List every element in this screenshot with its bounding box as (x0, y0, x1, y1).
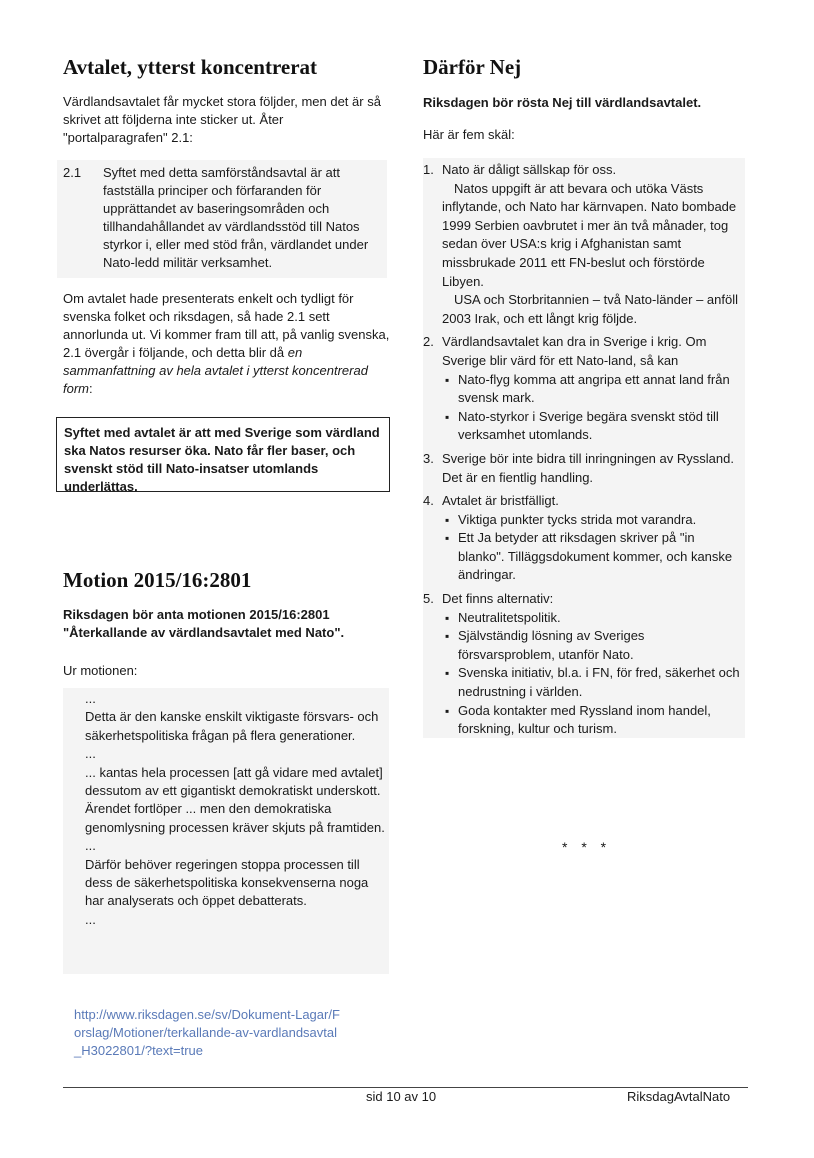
reason-2 (423, 333, 741, 445)
ellipsis: ... (85, 746, 96, 762)
reason-number: 1. (423, 162, 434, 177)
bullet-item: ▪ Ett Ja betyder att riksdagen skriver på "in blanko". Tilläggsdokument kommer, och kanske ändringar. (442, 529, 741, 585)
bullet-item: ▪ Självständig lösning av Sveriges försvarsproblem, utanför Nato. (442, 627, 741, 664)
quote-paragraph-2: ... kantas hela processen [att gå vidare med avtalet] dessutom av ett gigantiskt demokratiskt underskott. Ärendet fortlöper ... men den demokratiska genomlysning processen kräver skjuts på framtiden. (85, 764, 385, 835)
reason-detail: USA och Storbritannien – två Nato-länder – anföll 2003 Irak, och ett långt krig följde. (442, 292, 739, 326)
reason-detail: Natos uppgift är att bevara och utöka Västs inflytande, och Nato har kärnvapen. Nato bombade 1999 Serbien oavbrutet i mer än två månader, tog sedan över USA:s krig i Afghanistan samt missbrukade 2011 ett FN-beslut och förstörde Libyen. (442, 180, 737, 289)
bullet-item: ▪ Viktiga punkter tycks strida mot varandra. (442, 511, 741, 530)
section-separator-stars: * * * (562, 839, 607, 855)
motion-bold-statement: Riksdagen bör anta motionen 2015/16:2801 "Återkallande av värdlandsavtalet med Nato". (63, 607, 345, 640)
paragraph-2-1-text: Syftet med detta samförståndsavtal är att fastställa principer och förfaranden för upprättandet av baseringsområden och tillhandahållandet av värdlandsstöd till Natos styrkor i, eller med stöd från, värdlandet under Nato-ledd militär verksamhet. (103, 165, 369, 270)
reasons-list (423, 161, 741, 739)
ellipsis: ... (85, 911, 96, 927)
reason-number: 4. (423, 493, 434, 509)
footer-divider (63, 1087, 748, 1088)
reason-title: Värdlandsavtalet kan dra in Sverige i krig. Om Sverige blir värd för ett Nato-land, så kan (442, 334, 707, 368)
summary-box: Syftet med avtalet är att med Sverige som värdland ska Natos resurser öka. Nato får fler baser, och svenskt stöd till Nato-insatser utomlands underlättas. (56, 417, 390, 492)
reason-number: 2. (423, 334, 434, 350)
explanation-paragraph (63, 290, 391, 398)
nej-bold-statement: Riksdagen bör rösta Nej till värdlandsavtalet. (423, 95, 702, 110)
reason-5 (423, 590, 741, 739)
reason-number: 5. (423, 591, 434, 607)
bullet-item: ▪ Nato-flyg komma att angripa ett annat land från svensk mark. (442, 371, 741, 408)
reason-title: Sverige bör inte bidra till inringningen av Ryssland. Det är en fientlig handling. (442, 450, 734, 485)
motion-quote-block (63, 688, 389, 974)
page-number: sid 10 av 10 (366, 1089, 437, 1104)
heading-motion: Motion 2015/16:2801 (63, 568, 252, 592)
reason-title: Det finns alternativ: (442, 591, 554, 607)
reason-title: Avtalet är bristfälligt. (442, 493, 559, 509)
motion-url-link[interactable]: http://www.riksdagen.se/sv/Dokument-Lagar/Forslag/Motioner/terkallande-av-vardlandsavtal_H3022801/?text=true (74, 1007, 340, 1058)
bullet-item: ▪ Neutralitetspolitik. (442, 609, 741, 628)
heading-darfor-nej: Därför Nej (423, 55, 522, 79)
explanation-italic: en sammanfattning av hela avtalet i ytterst koncentrerad form (63, 345, 368, 396)
bullet-item: ▪ Goda kontakter med Ryssland inom handel, forskning, kultur och turism. (442, 702, 741, 739)
paragraph-number: 2.1 (63, 165, 82, 180)
heading-avtalet: Avtalet, ytterst koncentrerat (63, 55, 318, 79)
document-name: RiksdagAvtalNato (627, 1089, 731, 1104)
explanation-text: Om avtalet hade presenterats enkelt och tydligt för svenska folket och riksdagen, så hade 2.1 sett annorlunda ut. Vi kommer fram till att, på vanlig svenska, 2.1 övergår i följande, och detta blir då (63, 291, 390, 360)
ellipsis: ... (85, 838, 96, 854)
quote-paragraph-3: Därför behöver regeringen stoppa processen till dess de säkerhetspolitiska konsekvenserna noga har analyserats och öppet debatterats. (85, 856, 369, 909)
bullet-item: ▪ Nato-styrkor i Sverige begära svenskt stöd till verksamhet utomlands. (442, 408, 741, 445)
motion-intro: Ur motionen: (63, 663, 138, 678)
explanation-end: : (89, 381, 93, 396)
reason-4 (423, 492, 741, 585)
intro-paragraph: Värdlandsavtalet får mycket stora följder, men det är så skrivet att följderna inte sticker ut. Åter "portalparagrafen" 2.1: (63, 94, 381, 145)
reasons-intro: Här är fem skäl: (423, 127, 515, 142)
reason-1 (423, 161, 741, 328)
reason-title: Nato är dåligt sällskap för oss. (442, 162, 617, 177)
ellipsis: ... (85, 691, 96, 706)
paragraph-2-1-block (57, 160, 387, 278)
quote-paragraph-1: Detta är den kanske enskilt viktigaste försvars- och säkerhetspolitiska frågan på flera generationer. (85, 709, 379, 743)
reason-number: 3. (423, 450, 434, 466)
reason-3 (423, 450, 741, 487)
bullet-item: ▪ Svenska initiativ, bl.a. i FN, för fred, säkerhet och nedrustning i världen. (442, 664, 741, 701)
